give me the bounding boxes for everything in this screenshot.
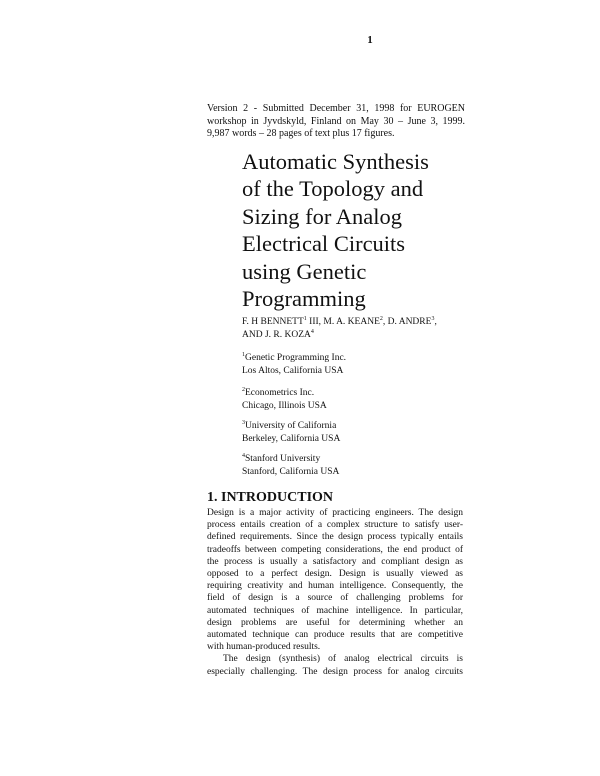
affiliation-org: Genetic Programming Inc. — [245, 353, 347, 363]
page-number: 1 — [367, 34, 373, 46]
body-line: opposed to a perfect design. Design is usually viewed as — [207, 569, 463, 580]
affiliation-mark: 2 — [379, 316, 383, 322]
paper-title — [242, 148, 482, 312]
body-line: especially challenging. The design process for analog circuits — [207, 666, 463, 677]
body-line: with human-produced results. — [207, 642, 321, 653]
affiliation-mark: 3 — [242, 420, 245, 426]
title-line: Programming — [242, 286, 366, 312]
affiliation-org: University of California — [245, 421, 337, 431]
affiliation-location: Los Altos, California USA — [242, 365, 344, 376]
title-line: Sizing for Analog — [242, 203, 402, 229]
body-line: automated technique can produce results that are competitive — [207, 630, 463, 641]
title-line: Automatic Synthesis — [242, 149, 429, 174]
body-line: Design is a major activity of practicing engineers. The design — [207, 508, 463, 518]
section-heading: 1. INTRODUCTION — [207, 490, 334, 505]
body-line: the process is usually a satisfactory and compliant design as — [207, 556, 463, 567]
title-line: Electrical Circuits — [242, 231, 406, 257]
author-line — [242, 316, 472, 329]
submission-line: Version 2 - Submitted December 31, 1998 for EUROGEN — [207, 103, 465, 114]
affiliation-mark: 3 — [431, 316, 435, 322]
body-line: process entails creation of a complex structure to satisfy user- — [207, 520, 463, 531]
body-line: field of design is a source of challenging problems for — [207, 593, 463, 604]
affiliation-location: Chicago, Illinois USA — [242, 400, 327, 411]
affiliation-4 — [242, 453, 462, 478]
affiliation-1 — [242, 352, 462, 377]
body-line: tradeoffs between competing considerations, the end product of — [207, 544, 463, 555]
title-line: of the Topology and — [242, 176, 424, 202]
author-list — [242, 316, 472, 342]
affiliation-org: Econometrics Inc. — [245, 388, 315, 398]
author-name: AND J. R. KOZA — [242, 330, 311, 340]
affiliation-name — [242, 420, 462, 433]
submission-line: workshop in Jyvdskyld, Finland on May 30 – June 3, 1999. — [207, 115, 465, 127]
affiliation-mark: 1 — [242, 352, 245, 358]
author-name: , D. ANDRE — [382, 317, 432, 327]
affiliation-mark: 4 — [310, 329, 314, 335]
affiliation-mark: 1 — [303, 316, 307, 322]
introduction-body — [207, 507, 463, 678]
author-line — [242, 329, 472, 342]
affiliation-mark: 2 — [242, 387, 245, 393]
affiliation-org: Stanford University — [245, 454, 321, 464]
author-name: III, M. A. KEANE — [306, 317, 380, 327]
affiliation-location: Berkeley, California USA — [242, 433, 341, 444]
submission-line: 9,987 words – 28 pages of text plus 17 figures. — [207, 128, 395, 139]
title-line: using Genetic — [242, 258, 367, 284]
body-line: requiring creativity and human intelligence. Consequently, the — [207, 581, 463, 592]
affiliation-3 — [242, 420, 462, 445]
affiliation-name — [242, 352, 462, 365]
body-line: defined requirements. Since the design process typically entails — [207, 532, 463, 543]
body-line: The design (synthesis) of analog electrical circuits is — [223, 654, 463, 665]
affiliation-name — [242, 387, 462, 400]
affiliation-mark: 4 — [242, 453, 245, 459]
author-separator: , — [434, 317, 437, 327]
submission-note — [207, 103, 465, 141]
author-name: F. H BENNETT — [242, 317, 304, 327]
affiliation-name — [242, 453, 462, 466]
body-line: design problems are useful for determining whether an — [207, 617, 463, 628]
affiliation-location: Stanford, California USA — [242, 466, 340, 477]
body-line: automated techniques of machine intelligence. In particular, — [207, 605, 463, 616]
affiliation-2 — [242, 387, 462, 412]
